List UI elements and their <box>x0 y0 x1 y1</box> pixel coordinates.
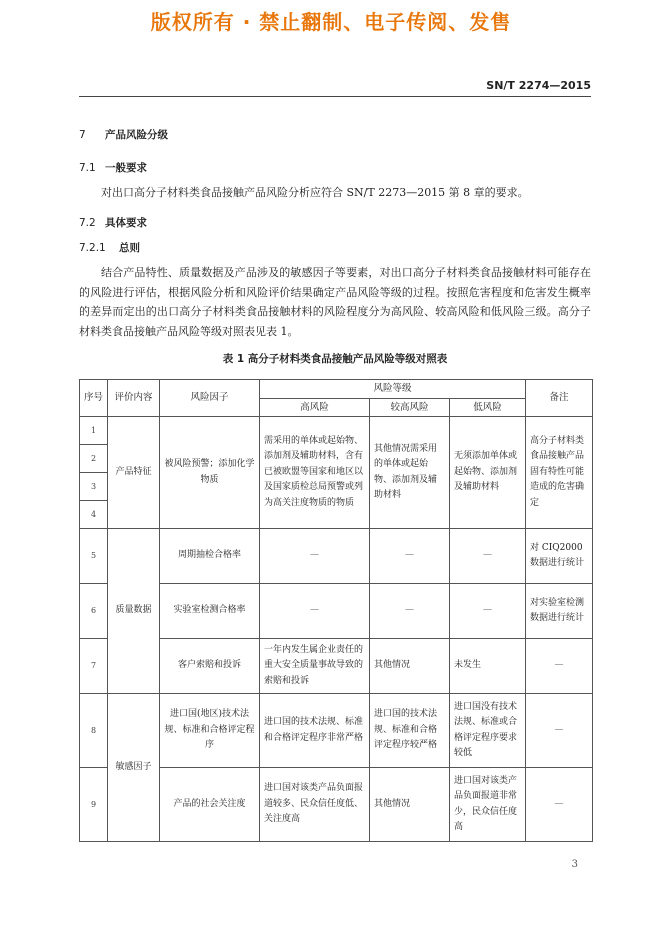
cell-high: — <box>260 584 370 639</box>
cell-remark: 高分子材料类食品接触产品固有特性可能造成的危害确定 <box>526 417 593 529</box>
row-seq: 6 <box>80 584 108 639</box>
header-seq: 序号 <box>80 380 108 417</box>
cell-mid: 进口国的技术法规、标准和合格评定程序较严格 <box>370 694 450 768</box>
cell-mid: — <box>370 584 450 639</box>
group-sensitive-factors: 敏感因子 <box>108 694 160 842</box>
group-product-features: 产品特征 <box>108 417 160 529</box>
header-high-risk: 高风险 <box>260 398 370 417</box>
cell-remark: — <box>526 639 593 694</box>
header-rule <box>79 96 591 97</box>
cell-high: 需采用的单体或起始物、添加剂及辅助材料，含有已被欧盟等国家和地区以及国家质检总局预警或列为高关注度物质的物质 <box>260 417 370 529</box>
cell-mid: — <box>370 529 450 584</box>
cell-low: 无须添加单体或起始物、添加剂及辅助材料 <box>450 417 526 529</box>
cell-remark: — <box>526 694 593 768</box>
section-number: 7.2.1 <box>79 242 106 254</box>
row-seq: 4 <box>80 501 108 529</box>
cell-high: 一年内发生属企业责任的重大安全质量事故导致的索赔和投诉 <box>260 639 370 694</box>
row-seq: 2 <box>80 445 108 473</box>
header-factor: 风险因子 <box>160 380 260 417</box>
header-mid-risk: 较高风险 <box>370 398 450 417</box>
table-header-row <box>80 380 593 399</box>
cell-factor: 客户索赔和投诉 <box>160 639 260 694</box>
page-number: 3 <box>571 859 578 870</box>
cell-low: 进口国对该类产品负面报道非常少，民众信任度高 <box>450 768 526 842</box>
row-seq: 7 <box>80 639 108 694</box>
section-title: 产品风险分级 <box>105 129 168 141</box>
cell-mid: 其他情况 <box>370 768 450 842</box>
standard-code: SN/T 2274—2015 <box>486 79 591 92</box>
cell-factor: 进口国(地区)技术法规、标准和合格评定程序 <box>160 694 260 768</box>
table-row <box>80 417 593 445</box>
row-seq: 8 <box>80 694 108 768</box>
header-low-risk: 低风险 <box>450 398 526 417</box>
cell-remark: 对实验室检测数据进行统计 <box>526 584 593 639</box>
section-7-1-heading <box>79 160 147 175</box>
risk-level-table <box>79 379 593 842</box>
cell-high: 进口国对该类产品负面报道较多、民众信任度低、关注度高 <box>260 768 370 842</box>
section-7-2-1-paragraph: 结合产品特性、质量数据及产品涉及的敏感因子等要素，对出口高分子材料类食品接触材料可能存在的风险进行评估，根据风险分析和风险评价结果确定产品风险等级的过程。按照危害程度和危害发生概率的差异而定出的出口高分子材料类食品接触材料的风险程度分为高风险、较高风险和低风险三级。高分子材料类食品接触产品风险等级对照表见表 1。 <box>79 266 591 338</box>
cell-mid: 其他情况需采用的单体或起始物、添加剂及辅助材料 <box>370 417 450 529</box>
group-quality-data: 质量数据 <box>108 529 160 694</box>
section-7-1-paragraph: 对出口高分子材料类食品接触产品风险分析应符合 SN/T 2273—2015 第 8 章的要求。 <box>101 186 529 199</box>
cell-mid: 其他情况 <box>370 639 450 694</box>
section-title: 总则 <box>119 242 140 254</box>
row-seq: 9 <box>80 768 108 842</box>
section-7-heading <box>79 127 168 142</box>
table-caption: 表 1 高分子材料类食品接触产品风险等级对照表 <box>222 353 448 365</box>
cell-low: — <box>450 584 526 639</box>
cell-factor: 被风险预警；添加化学物质 <box>160 417 260 529</box>
cell-low: 进口国没有技术法规、标准或合格评定程序要求较低 <box>450 694 526 768</box>
table-row <box>80 529 593 584</box>
cell-factor: 周期抽检合格率 <box>160 529 260 584</box>
section-title: 一般要求 <box>105 162 147 174</box>
header-remark: 备注 <box>526 380 593 417</box>
cell-low: 未发生 <box>450 639 526 694</box>
section-title: 具体要求 <box>105 217 147 229</box>
table-row <box>80 694 593 768</box>
cell-factor: 产品的社会关注度 <box>160 768 260 842</box>
header-risk-level: 风险等级 <box>260 380 526 399</box>
section-number: 7.1 <box>79 162 96 174</box>
cell-remark: 对 CIQ2000 数据进行统计 <box>526 529 593 584</box>
section-7-2-heading <box>79 215 147 230</box>
section-number: 7 <box>79 129 86 141</box>
section-number: 7.2 <box>79 217 96 229</box>
row-seq: 1 <box>80 417 108 445</box>
copyright-watermark: 版权所有 · 禁止翻制、电子传阅、发售 <box>150 10 512 34</box>
cell-factor: 实验室检测合格率 <box>160 584 260 639</box>
row-seq: 3 <box>80 473 108 501</box>
cell-low: — <box>450 529 526 584</box>
header-content: 评价内容 <box>108 380 160 417</box>
cell-high: 进口国的技术法规、标准和合格评定程序非常严格 <box>260 694 370 768</box>
section-7-2-1-heading <box>79 240 140 255</box>
cell-high: — <box>260 529 370 584</box>
row-seq: 5 <box>80 529 108 584</box>
cell-remark: — <box>526 768 593 842</box>
